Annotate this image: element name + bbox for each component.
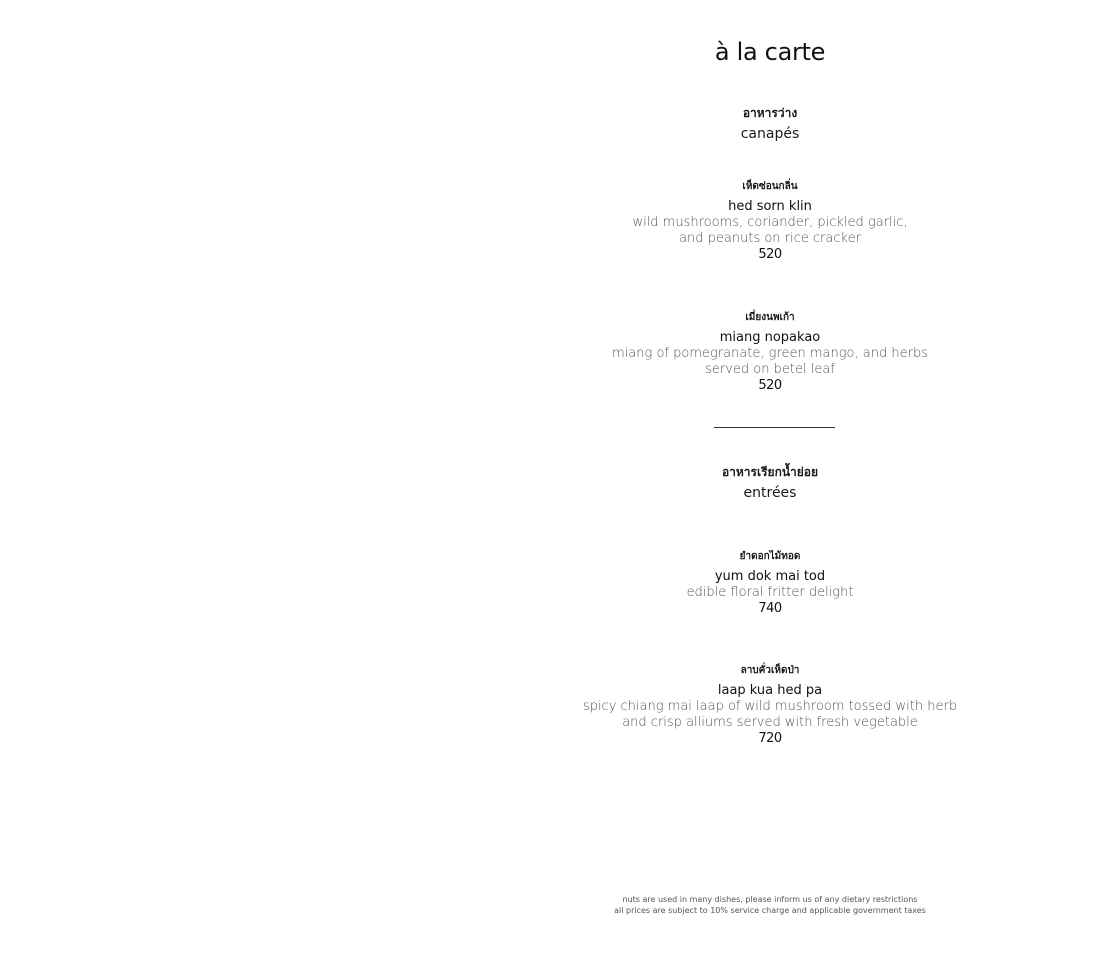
dish-name: laap kua hed pa: [717, 683, 823, 698]
section-heading: canapés: [740, 126, 800, 142]
page-title: à la carte: [714, 38, 826, 66]
section-heading-thai: อาหารเรียกน้ำย่อย: [721, 465, 819, 479]
dish-price: 720: [758, 731, 782, 746]
dish-price: 520: [758, 378, 782, 393]
dish-description-line: served on betel leaf: [705, 362, 835, 377]
dish-thai-name: เห็ดซ่อนกลิ่น: [742, 181, 798, 192]
menu-item: [540, 549, 1000, 617]
menu-item: [540, 179, 1000, 263]
dish-name: miang nopakao: [719, 330, 821, 345]
dish-description-line: and peanuts on rice cracker: [679, 231, 861, 246]
dish-price: 520: [758, 247, 782, 262]
dish-name: yum dok mai tod: [714, 569, 826, 584]
dish-name: hed sorn klin: [728, 199, 812, 214]
section-divider: [714, 427, 835, 428]
dish-price: 740: [758, 601, 782, 616]
dish-description-line: and crisp alliums served with fresh vegetable: [622, 715, 918, 730]
dish-description-line: wild mushrooms, coriander, pickled garlic,: [632, 215, 908, 230]
dish-description-line: spicy chiang mai laap of wild mushroom tossed with herb: [582, 699, 958, 714]
menu-item: [540, 310, 1000, 394]
menu-item: [540, 663, 1000, 747]
dish-thai-name: ยำดอกไม้ทอด: [739, 551, 801, 562]
footer-note: [540, 894, 1000, 916]
footer-allergy-note: nuts are used in many dishes, please inform us of any dietary restrictions: [622, 895, 918, 904]
section-heading-thai: อาหารว่าง: [742, 106, 798, 120]
footer-pricing-note: all prices are subject to 10% service charge and applicable government taxes: [614, 906, 926, 915]
section-heading: entrées: [743, 485, 797, 501]
dish-thai-name: เมี่ยงนพเก้า: [745, 312, 795, 323]
dish-description-line: edible floral fritter delight: [686, 585, 854, 600]
dish-description-line: miang of pomegranate, green mango, and herbs: [612, 346, 928, 361]
dish-thai-name: ลาบคั่วเห็ดป่า: [740, 665, 800, 676]
